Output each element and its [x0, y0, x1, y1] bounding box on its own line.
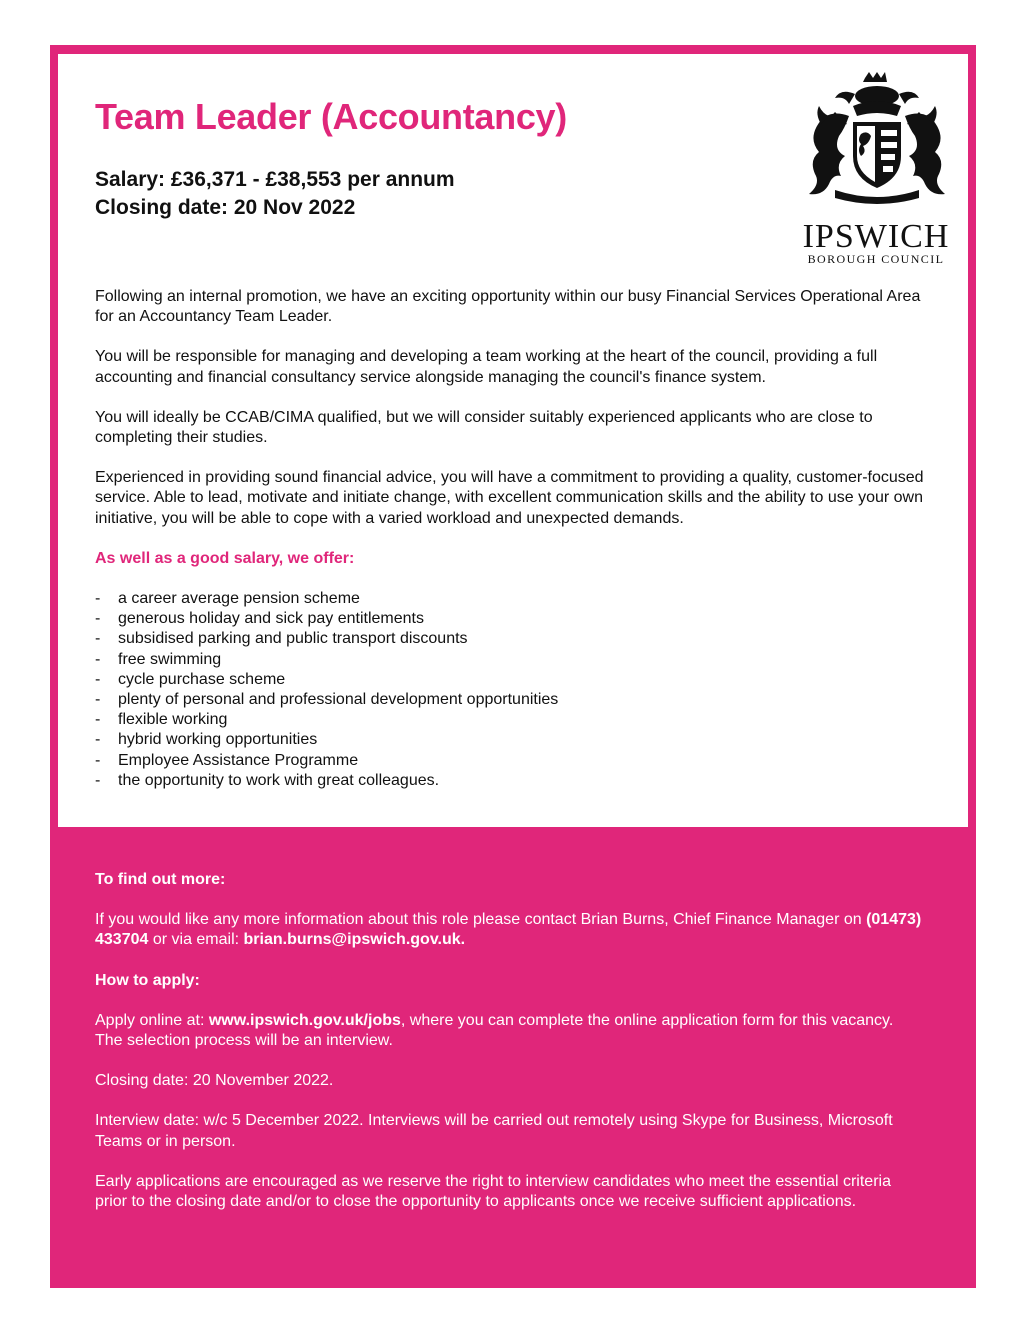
- benefit-item: [95, 690, 925, 710]
- intro-paragraph-4: Experienced in providing sound financial advice, you will have a commitment to providing a quality, customer-focused service. Able to lead, motivate and initiate change, with excellent communication skills and the ability to use your own initiative, you will be able to cope with a varied workload and unexpected demands.: [95, 469, 924, 527]
- apply-paragraph: [95, 1011, 925, 1051]
- intro-paragraph-2: You will be responsible for managing and developing a team working at the heart of the council, providing a full accounting and financial consultancy service alongside managing the council's finance system.: [95, 348, 878, 386]
- logo-wordmark: IPSWICH: [802, 218, 950, 255]
- how-to-apply-heading: How to apply:: [95, 971, 200, 989]
- bullet-dash: -: [95, 630, 101, 648]
- find-out-more-heading: To find out more:: [95, 871, 226, 888]
- benefit-text: subsidised parking and public transport discounts: [118, 630, 468, 648]
- offer-heading: As well as a good salary, we offer:: [95, 549, 355, 567]
- bullet-dash: -: [95, 771, 101, 789]
- contact-text-mid: or via email:: [148, 931, 244, 949]
- closing-date-full: Closing date: 20 November 2022.: [95, 1072, 334, 1090]
- interview-paragraph: Interview date: w/c 5 December 2022. Interviews will be carried out remotely using Skype for Business, Microsoft Teams or in person.: [95, 1112, 893, 1150]
- benefit-item: [95, 670, 925, 690]
- benefit-text: hybrid working opportunities: [118, 731, 318, 749]
- bullet-dash: -: [95, 610, 101, 628]
- benefit-text: a career average pension scheme: [118, 590, 360, 608]
- apply-text: Apply online at:: [95, 1011, 209, 1029]
- benefit-text: free swimming: [118, 650, 222, 668]
- benefit-item: [95, 650, 925, 670]
- job-meta: [95, 166, 455, 222]
- benefit-text: the opportunity to work with great colleagues.: [118, 771, 440, 789]
- benefit-text: Employee Assistance Programme: [118, 751, 359, 769]
- email-link[interactable]: brian.burns@ipswich.gov.uk.: [243, 931, 466, 949]
- closing-date-line: Closing date: 20 Nov 2022: [95, 196, 356, 219]
- bullet-dash: -: [95, 670, 101, 688]
- benefit-text: flexible working: [118, 711, 228, 729]
- benefit-item: [95, 609, 925, 629]
- benefit-item: [95, 710, 925, 730]
- bullet-dash: -: [95, 731, 101, 749]
- contact-text: If you would like any more information about this role please contact Brian Burns, Chief Finance Manager on: [95, 911, 867, 929]
- job-description: [95, 287, 925, 791]
- benefit-item: [95, 629, 925, 649]
- job-title: Team Leader (Accountancy): [95, 96, 567, 137]
- bullet-dash: -: [95, 590, 101, 608]
- benefits-list: [95, 589, 925, 791]
- bullet-dash: -: [95, 751, 101, 769]
- bullet-dash: -: [95, 711, 101, 729]
- council-logo: [795, 72, 957, 266]
- benefit-text: generous holiday and sick pay entitlements: [118, 610, 424, 628]
- benefit-item: [95, 771, 925, 791]
- salary-line: Salary: £36,371 - £38,553 per annum: [95, 168, 455, 191]
- contact-paragraph: [95, 910, 925, 950]
- phone-number: (01473) 433704: [95, 911, 922, 949]
- early-applications-paragraph: Early applications are encouraged as we reserve the right to interview candidates who meet the essential criteria prior to the closing date and/or to close the opportunity to applicants once we receive sufficient applications.: [95, 1172, 891, 1211]
- logo-subtitle: BOROUGH COUNCIL: [807, 252, 945, 266]
- benefit-text: plenty of personal and professional development opportunities: [118, 691, 559, 709]
- benefit-item: [95, 730, 925, 750]
- intro-paragraph-1: Following an internal promotion, we have an exciting opportunity within our busy Financial Services Operational Area for an Accountancy Team Leader.: [95, 288, 921, 326]
- white-panel: [58, 54, 968, 827]
- jobs-url-link[interactable]: www.ipswich.gov.uk/jobs: [208, 1011, 401, 1029]
- footer-info: [95, 870, 925, 1232]
- apply-text-post: , where you can complete the online application form for this vacancy. The selection process will be an interview.: [95, 1011, 894, 1050]
- bullet-dash: -: [95, 650, 101, 668]
- bullet-dash: -: [95, 691, 101, 709]
- coat-of-arms-icon: [795, 72, 957, 212]
- intro-paragraph-3: You will ideally be CCAB/CIMA qualified, but we will consider suitably experienced applicants who are close to completing their studies.: [95, 408, 873, 447]
- benefit-item: [95, 589, 925, 609]
- benefit-text: cycle purchase scheme: [118, 670, 286, 688]
- benefit-item: [95, 751, 925, 771]
